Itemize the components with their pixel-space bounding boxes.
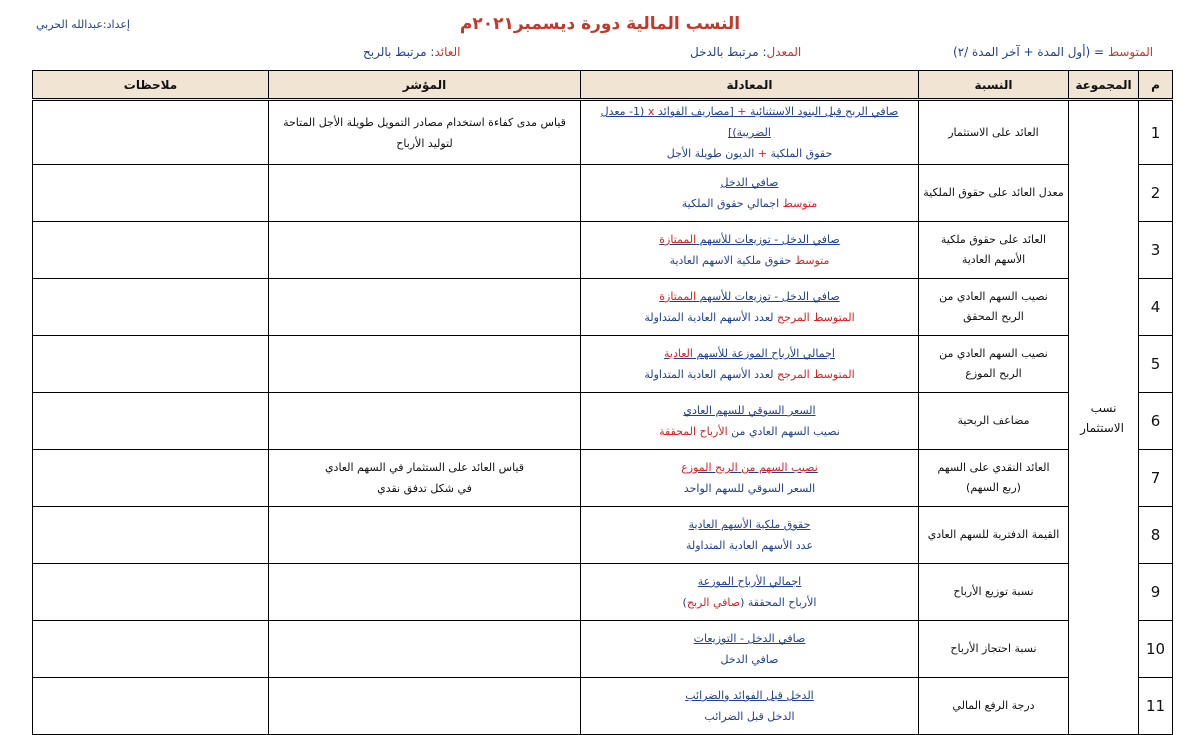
prepared-by: إعداد:عبدالله الحربي [36,18,130,31]
numerator-segment: [ [729,105,734,118]
table-header-row [33,71,1173,100]
formula [581,507,919,564]
table-row [33,564,1173,621]
row-number: 1 [1139,100,1173,165]
formula-denominator [581,143,918,164]
formula-numerator [581,628,918,649]
return-definition: العائد: مرتبط بالربح [363,45,461,59]
table-row [33,279,1173,336]
denominator-segment: المتوسط المرجح [773,311,855,324]
numerator-segment: صافي الدخل - توزيعات للأسهم [696,290,840,303]
formula [581,564,919,621]
numerator-segment: اجمالي الأرباح الموزعة للأسهم [692,347,835,360]
numerator-segment: صافي الدخل [720,176,779,189]
row-number: 3 [1139,222,1173,279]
ratio-line: نصيب السهم العادي من [939,290,1048,303]
indicator [269,222,581,279]
ratio-line: (ربع السهم) [966,481,1021,494]
denominator-segment: الديون طويلة الأجل [666,147,755,160]
numerator-segment: صافي الربح قبل البنود الاستثنائية [746,105,899,118]
indicator-line: لتوليد الأرباح [396,136,453,150]
col-header-group: المجموعة [1069,71,1139,100]
formula-numerator [581,172,918,193]
group-cell: نسب الاستثمار [1069,100,1139,735]
col-header-indicator: المؤشر [269,71,581,100]
formula [581,393,919,450]
denominator-segment: + [754,147,767,160]
ratio-name [919,222,1069,279]
indicator [269,279,581,336]
denominator-segment: الدخل قبل الضرائب [704,710,795,723]
formula-numerator [581,685,918,706]
ratio-name [919,100,1069,165]
indicator-line: في شكل تدفق نقدي [377,482,472,495]
formula-numerator [581,286,918,307]
formula-denominator [581,421,918,442]
ratio-line: درجة الرفع المالي [952,699,1035,712]
formula [581,279,919,336]
ratio-line: العائد على حقوق ملكية [940,233,1047,246]
row-number: 6 [1139,393,1173,450]
notes-cell [33,165,269,222]
numerator-segment: (1- معدل الضريبة)] [600,105,771,139]
ratio-line: العائد على الاستثمار [948,125,1039,139]
notes-cell [33,564,269,621]
notes-cell [33,450,269,507]
table-body [33,100,1173,735]
formula [581,336,919,393]
col-header-formula: المعادلة [581,71,919,100]
formula [581,222,919,279]
row-number: 10 [1139,621,1173,678]
indicator [269,165,581,222]
denominator-segment: حقوق الملكية [766,147,833,160]
denominator-segment: متوسط [791,254,830,267]
notes-cell [33,100,269,165]
notes-cell [33,393,269,450]
row-number: 4 [1139,279,1173,336]
numerator-segment: الربح الموزع [681,461,738,474]
indicator-line: قياس مدى كفاءة استخدام مصادر التمويل طويلة الأجل المتاحة [283,115,566,129]
notes-cell [33,279,269,336]
formula-numerator [581,457,918,478]
denominator-segment: ) [682,596,687,609]
indicator-line: قياس العائد على الستثمار في السهم العادي [324,461,525,474]
numerator-segment: السعر السوقي للسهم العادي [683,404,816,417]
indicator [269,507,581,564]
ratio-name [919,450,1069,507]
denominator-segment: حقوق ملكية الاسهم العادية [669,254,792,267]
formula-numerator [581,101,918,143]
numerator-segment: حقوق ملكية الأسهم العادية [688,518,811,531]
ratios-table [32,70,1173,735]
denominator-segment: صافي الدخل [720,653,779,666]
denominator-segment: عدد الأسهم العادية المتداولة [685,539,814,552]
average-definition: المتوسط = (أول المدة + آخر المدة /٢) [953,45,1154,59]
ratio-name [919,393,1069,450]
numerator-segment: صافي الدخل - توزيعات للأسهم [696,233,840,246]
ratio-name [919,564,1069,621]
ratio-name [919,336,1069,393]
denominator-segment: الأرباح المحققة [659,425,728,438]
numerator-segment: x [644,105,655,118]
table-row [33,336,1173,393]
table-row [33,100,1173,165]
numerator-segment: نصيب السهم من [737,461,818,474]
formula-denominator [581,535,918,556]
numerator-segment: مصاريف الفوائد [654,105,730,118]
numerator-segment: + [733,105,747,118]
formula-denominator [581,307,918,328]
denominator-segment: متوسط [779,197,818,210]
numerator-segment: العادية [664,347,693,360]
numerator-segment: الممتازة [659,233,697,246]
table-row [33,165,1173,222]
row-number: 9 [1139,564,1173,621]
formula-numerator [581,343,918,364]
formula-denominator [581,478,918,499]
row-number: 5 [1139,336,1173,393]
ratio-name [919,279,1069,336]
row-number: 8 [1139,507,1173,564]
table-row [33,621,1173,678]
indicator [269,621,581,678]
indicator [269,450,581,507]
denominator-segment: السعر السوقي للسهم الواحد [683,482,816,495]
notes-cell [33,336,269,393]
ratio-name [919,621,1069,678]
formula-numerator [581,514,918,535]
numerator-segment: صافي الدخل - التوزيعات [693,632,806,645]
ratio-line: العائد النقدي على السهم [937,461,1050,474]
numerator-segment: اجمالي الأرباح الموزعة [697,575,802,588]
denominator-segment: المتوسط المرجح [773,368,855,381]
indicator [269,336,581,393]
formula-denominator [581,364,918,385]
ratio-line: مضاعف الربحية [957,414,1030,427]
formula-numerator [581,229,918,250]
ratio-line: نسبة توزيع الأرباح [953,585,1034,598]
row-number: 7 [1139,450,1173,507]
notes-cell [33,621,269,678]
rate-definition: المعدل: مرتبط بالدخل [690,45,802,59]
formula [581,100,919,165]
indicator [269,100,581,165]
ratio-name [919,507,1069,564]
col-header-ratio: النسبة [919,71,1069,100]
col-header-number: م [1139,71,1173,100]
denominator-segment: صافي الربح [686,596,741,609]
ratio-line: الربح الموزع [965,367,1022,380]
ratio-line: الأسهم العادية [961,253,1026,266]
table-row [33,393,1173,450]
table-row [33,222,1173,279]
table-row [33,450,1173,507]
numerator-segment: الدخل قبل الفوائد والضرائب [685,689,814,702]
denominator-segment: الأرباح المحققة ( [740,596,817,609]
formula-denominator [581,193,918,214]
row-number: 11 [1139,678,1173,735]
ratio-line: الربح المحقق [963,310,1024,323]
ratio-line: معدل العائد على حقوق الملكية [923,186,1064,199]
notes-cell [33,222,269,279]
formula [581,165,919,222]
indicator [269,393,581,450]
numerator-segment: الممتازة [659,290,697,303]
denominator-segment: لعدد الأسهم العادية المتداولة [644,311,774,324]
denominator-segment: لعدد الأسهم العادية المتداولة [644,368,774,381]
ratio-line: نسبة احتجاز الأرباح [950,642,1037,655]
formula-numerator [581,571,918,592]
formula-denominator [581,706,918,727]
denominator-segment: نصيب السهم العادي من [727,425,840,438]
denominator-segment: اجمالي حقوق الملكية [681,197,780,210]
formula-denominator [581,250,918,271]
row-number: 2 [1139,165,1173,222]
ratio-name [919,165,1069,222]
formula-denominator [581,592,918,613]
formula-denominator [581,649,918,670]
formula [581,450,919,507]
col-header-notes: ملاحظات [33,71,269,100]
formula [581,621,919,678]
formula-numerator [581,400,918,421]
ratio-line: القيمة الدفترية للسهم العادي [927,528,1060,541]
page-title: النسب المالية دورة ديسمبر٢٠٢١م [459,14,741,34]
indicator [269,564,581,621]
table-row [33,507,1173,564]
notes-cell [33,507,269,564]
ratio-line: نصيب السهم العادي من [939,347,1048,360]
